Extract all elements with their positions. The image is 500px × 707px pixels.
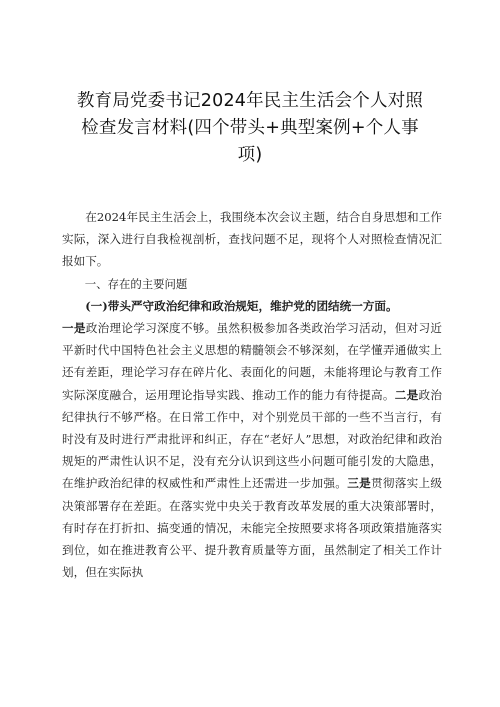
document-title <box>70 88 430 169</box>
point-3-lead: 三是 <box>347 476 371 491</box>
document-body <box>62 206 442 583</box>
point-2-lead: 二是 <box>394 387 419 402</box>
problems-paragraph <box>62 317 442 583</box>
point-3-text: 贯彻落实上级决策部署存在差距。在落实党中央关于教育改革发展的重大决策部署时，有时存在打折扣、搞变通的情况，未能完全按照要求将各项政策措施落实到位，如在推进教育公平、提升教育质量等方面，虽然制定了相关工作计划，但在实际执 <box>62 476 442 580</box>
intro-paragraph: 在2024年民主生活会上，我围绕本次会议主题，结合自身思想和工作实际，深入进行自我检视剖析，查找问题不足，现将个人对照检查情况汇报如下。 <box>62 210 442 269</box>
point-2-text: 政治纪律执行不够严格。在日常工作中，对个别党员干部的一些不当言行，有时没有及时进行严肃批评和纠正，存在“老好人”思想，对政治纪律和政治规矩的严肃性认识不足，没有充分认识到这些小问题可能引发的大隐患，在维护政治纪律的权威性和严肃性上还需进一步加强。 <box>62 387 442 491</box>
subsection-heading: (一)带头严守政治纪律和政治规矩，维护党的团结统一方面。 <box>85 298 398 313</box>
title-line-3: 项) <box>237 145 263 165</box>
point-1-text: 政治理论学习深度不够。虽然积极参加各类政治学习活动，但对习近平新时代中国特色社会主义思想的精髓领会不够深刻，在学懂弄通做实上还有差距，理论学习存在碎片化、表面化的问题，未能将理论与教育工作实际深度融合，运用理论指导实践、推动工作的能力有待提高。 <box>62 321 442 402</box>
section-heading: 一、存在的主要问题 <box>84 276 188 291</box>
title-line-2: 检查发言材料(四个带头+典型案例+个人事 <box>81 118 419 138</box>
title-line-1: 教育局党委书记2024年民主生活会个人对照 <box>76 91 424 111</box>
point-1-lead: 一是 <box>62 321 86 336</box>
